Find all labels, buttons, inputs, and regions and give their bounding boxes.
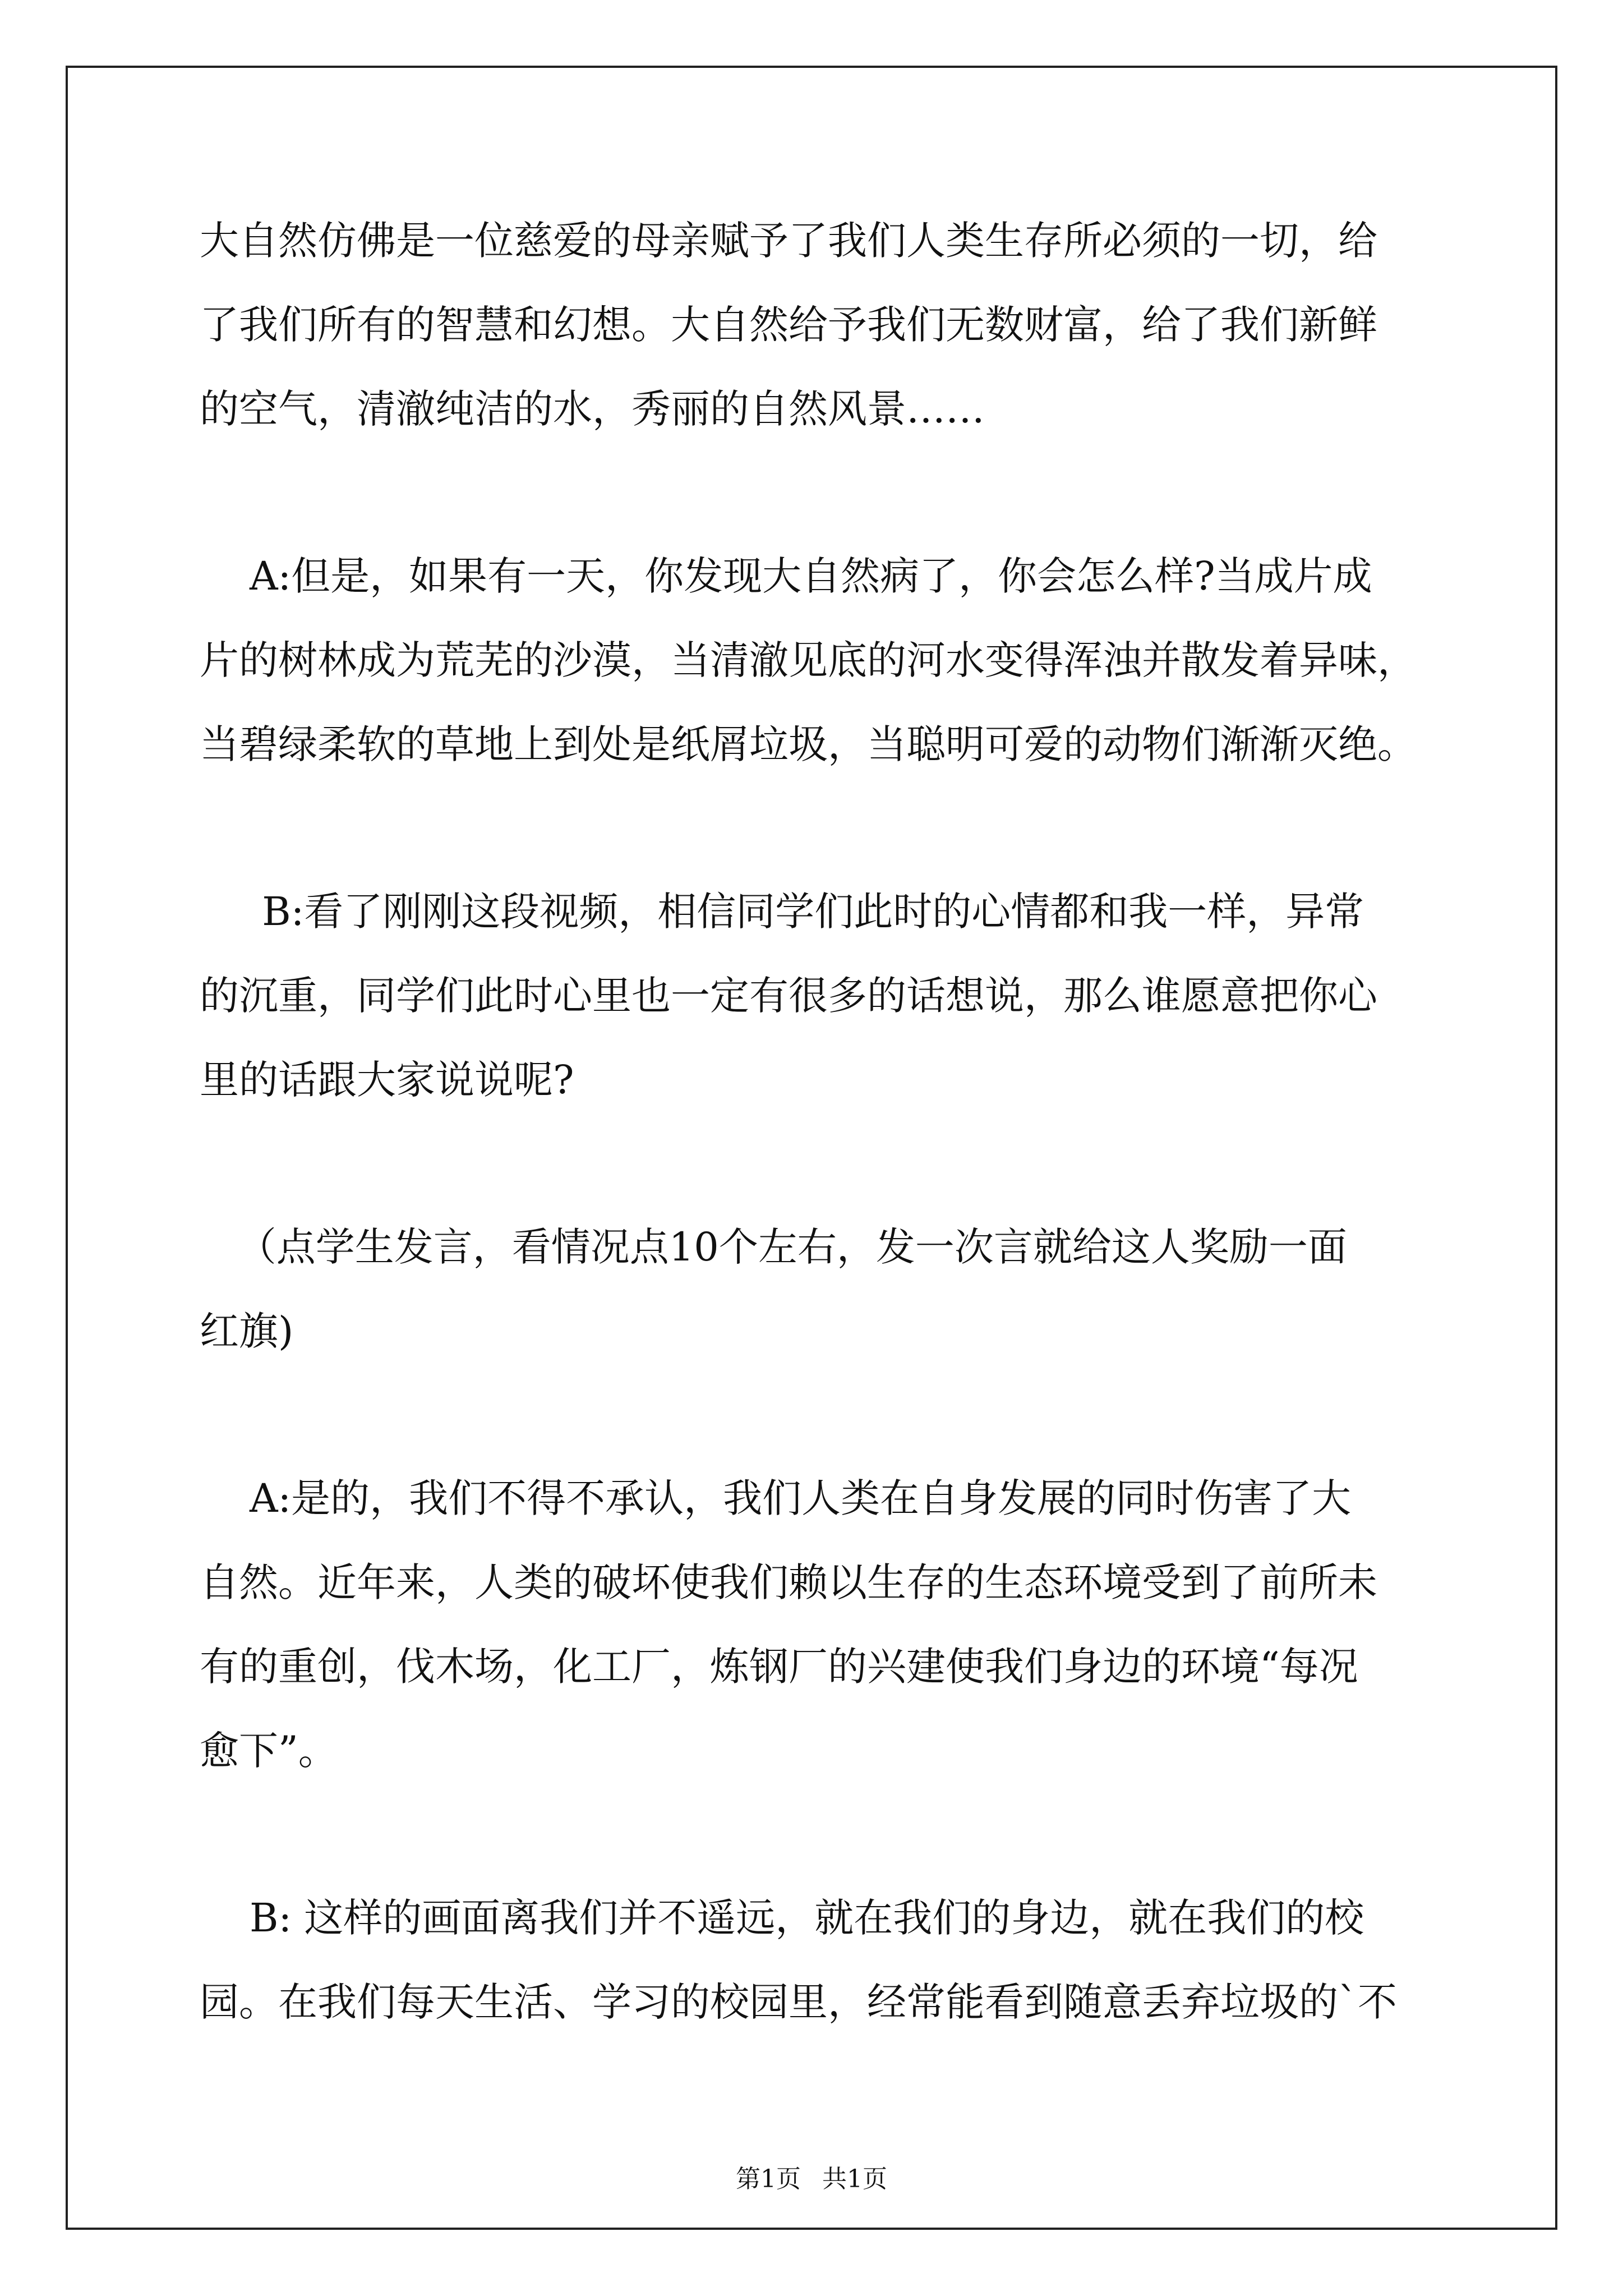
text-line: 当碧绿柔软的草地上到处是纸屑垃圾，当聪明可爱的动物们渐渐灭绝。 <box>200 721 1417 767</box>
text-line: B:看了刚刚这段视频，相信同学们此时的心情都和我一样，异常 <box>200 889 1364 935</box>
paragraph-gap <box>200 786 1433 869</box>
text-line: A:但是，如果有一天，你发现大自然病了，你会怎么样?当成片成 <box>200 553 1372 599</box>
paragraph-gap <box>200 1373 1433 1456</box>
text-line: 的沉重，同学们此时心里也一定有很多的话想说，那么谁愿意把你心 <box>200 973 1377 1019</box>
text-line: 自然。近年来，人类的破坏使我们赖以生存的生态环境受到了前所未 <box>200 1559 1377 1605</box>
text-line: 有的重创，伐木场，化工厂，炼钢厂的兴建使我们身边的环境“每况 <box>200 1644 1358 1690</box>
text-line: B: 这样的画面离我们并不遥远，就在我们的身边，就在我们的校 <box>200 1895 1364 1941</box>
text-line: 大自然仿佛是一位慈爱的母亲赋予了我们人类生存所必须的一切，给 <box>200 218 1377 264</box>
text-line: （点学生发言，看情况点10个左右，发一次言就给这人奖励一面 <box>200 1224 1347 1270</box>
paragraph-gap <box>200 1122 1433 1205</box>
text-line: 园。在我们每天生活、学习的校园里，经常能看到随意丢弃垃圾的`不 <box>200 1979 1397 2025</box>
paragraph-gap <box>200 451 1433 534</box>
text-line: 片的树林成为荒芜的沙漠，当清澈见底的河水变得浑浊并散发着异味， <box>200 637 1417 683</box>
text-line: 愈下”。 <box>200 1728 338 1774</box>
text-line: 里的话跟大家说说呢? <box>200 1057 574 1103</box>
page-total: 共1页 <box>822 2165 887 2193</box>
page-footer <box>0 2162 1623 2196</box>
text-line: 的空气，清澈纯洁的水，秀丽的自然风景…… <box>200 386 985 432</box>
text-line: 红旗) <box>200 1308 294 1354</box>
paragraph-gap <box>200 1793 1433 1876</box>
page-number: 第1页 <box>736 2165 801 2193</box>
text-line: A:是的，我们不得不承认，我们人类在自身发展的同时伤害了大 <box>200 1475 1352 1521</box>
document-body <box>200 199 1433 2044</box>
text-line: 了我们所有的智慧和幻想。大自然给予我们无数财富，给了我们新鲜 <box>200 302 1377 348</box>
